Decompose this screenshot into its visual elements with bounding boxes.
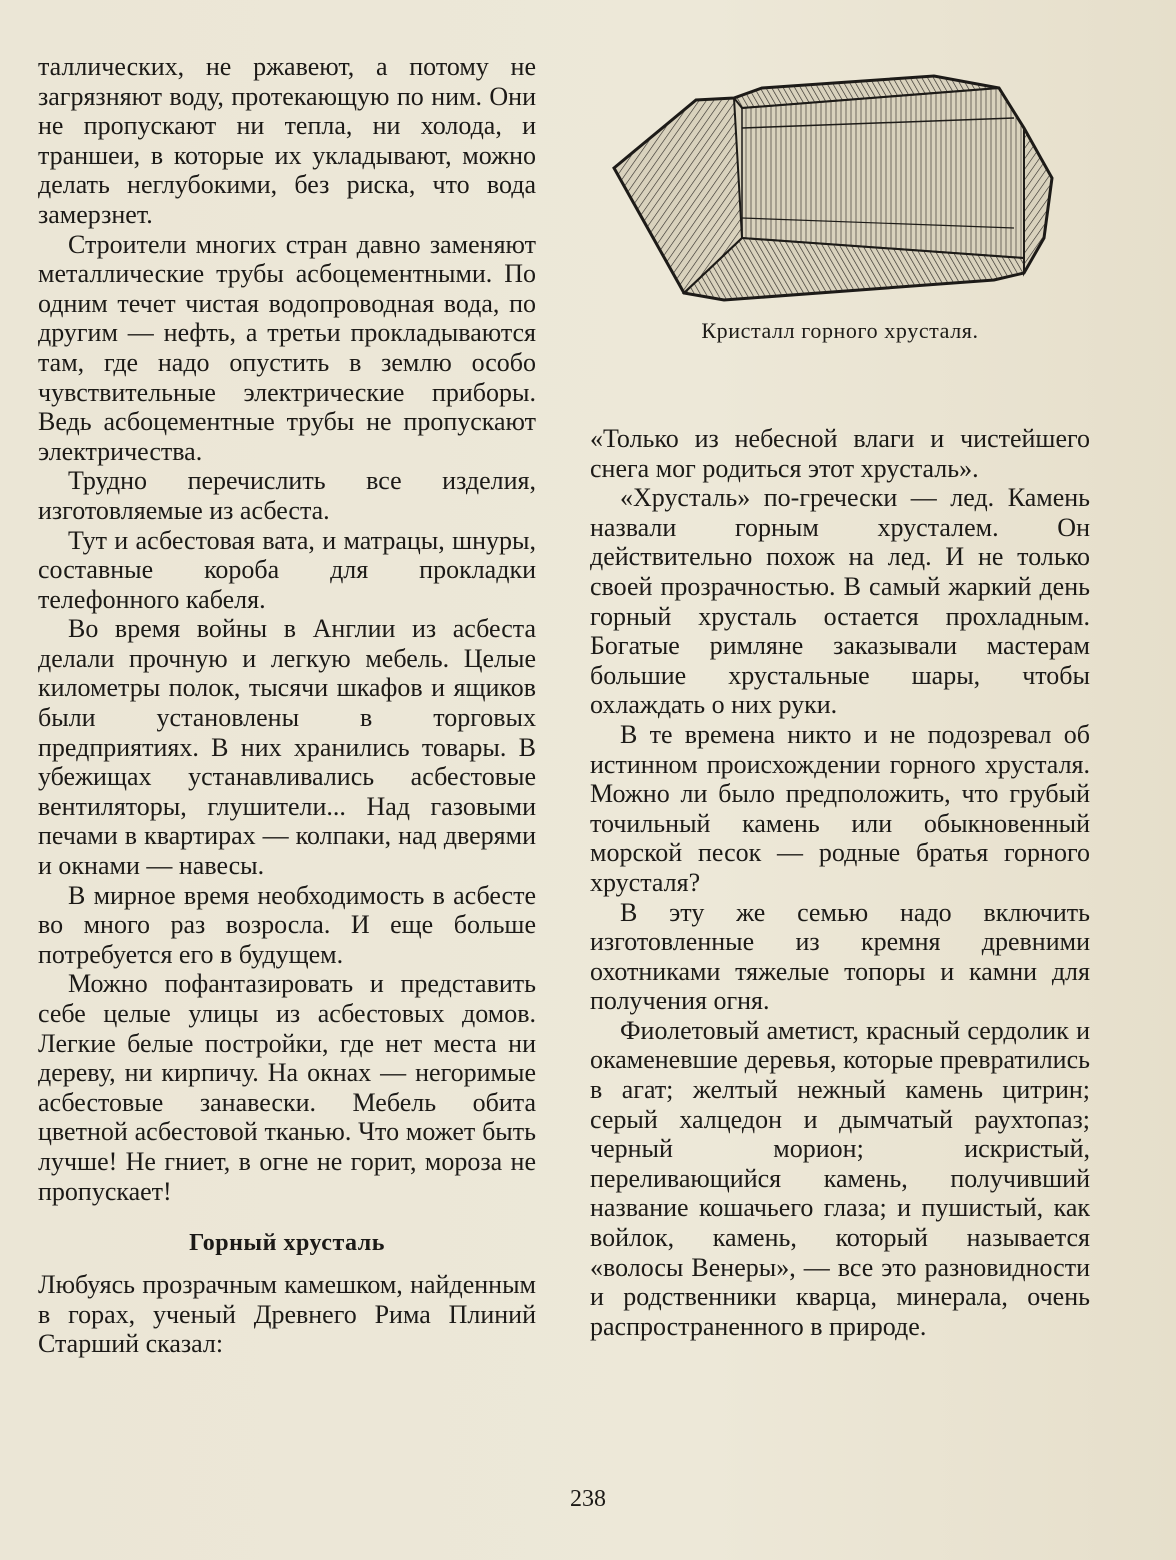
paragraph: таллических, не ржавеют, а потому не загрязняют воду, протекающую по ним. Они не пропускают ни тепла, ни холода, и траншеи, в которые их укладывают, можно делать неглубокими, без риска, что вода замерзнет.: [38, 52, 536, 229]
paragraph: «Только из небесной влаги и чистейшего снега мог родиться этот хрусталь».: [590, 424, 1090, 483]
paragraph: Тут и асбестовая вата, и матрацы, шнуры, составные короба для прокладки телефонного кабеля.: [38, 525, 536, 614]
paragraph: Любуясь прозрачным камешком, найденным в горах, ученый Древнего Рима Плиний Старший сказал:: [38, 1270, 536, 1359]
paragraph: В эту же семью надо включить изготовленные из кремня древними охотниками тяжелые топоры и камни для получения огня.: [590, 897, 1090, 1016]
paragraph: Фиолетовый аметист, красный сердолик и окаменевшие деревья, которые превратились в агат; желтый нежный камень цитрин; серый халцедон и дымчатый раухтопаз; черный морион; искристый, переливающийся камень, получивший название кошачьего глаза; и пушистый, как войлок, камень, который называется «волосы Венеры», — все это разновидности и родственники кварца, минерала, очень распространенного в природе.: [590, 1015, 1090, 1341]
page-number: 238: [570, 1486, 606, 1512]
paragraph: В те времена никто и не подозревал об истинном происхождении горного хрусталя. Можно ли было предположить, что грубый точильный камень или обыкновенный морской песок — родные братья горного хрусталя?: [590, 719, 1090, 897]
left-column: [38, 52, 536, 1359]
paragraph: Строители многих стран давно заменяют металлические трубы асбоцементными. По одним течет чистая водопроводная вода, по другим — нефть, а третьи прокладываются там, где надо опустить в землю особо чувствительные электрические приборы. Ведь асбоцементные трубы не пропускают электричества.: [38, 229, 536, 466]
paragraph: Можно пофантазировать и представить себе целые улицы из асбестовых домов. Легкие белые постройки, где нет места ни дереву, ни кирпичу. На окнах — негоримые асбестовые занавески. Мебель обита цветной асбестовой тканью. Что может быть лучше! Не гниет, в огне не горит, мороза не пропускает!: [38, 969, 536, 1206]
paragraph: В мирное время необходимость в асбесте во много раз возросла. И еще больше потребуется его в будущем.: [38, 880, 536, 969]
paragraph: «Хрусталь» по-гречески — лед. Камень назвали горным хрусталем. Он действительно похож на лед. И не только своей прозрачностью. В самый жаркий день горный хрусталь остается прохладным. Богатые римляне заказывали мастерам большие хрустальные шары, чтобы охлаждать о них руки.: [590, 483, 1090, 720]
figure-caption: Кристалл горного хрусталя.: [701, 318, 979, 343]
paragraph: Трудно перечислить все изделия, изготовляемые из асбеста.: [38, 466, 536, 525]
quartz-crystal-illustration: [604, 58, 1064, 308]
right-column: [590, 424, 1090, 1341]
paragraph: Во время войны в Англии из асбеста делали прочную и легкую мебель. Целые километры полок, тысячи шкафов и ящиков были установлены в торговых предприятиях. В них хранились товары. В убежищах устанавливались асбестовые вентиляторы, глушители... Над газовыми печами в квартирах — колпаки, над дверями и окнами — навесы.: [38, 614, 536, 881]
section-heading: Горный хрусталь: [189, 1230, 385, 1257]
